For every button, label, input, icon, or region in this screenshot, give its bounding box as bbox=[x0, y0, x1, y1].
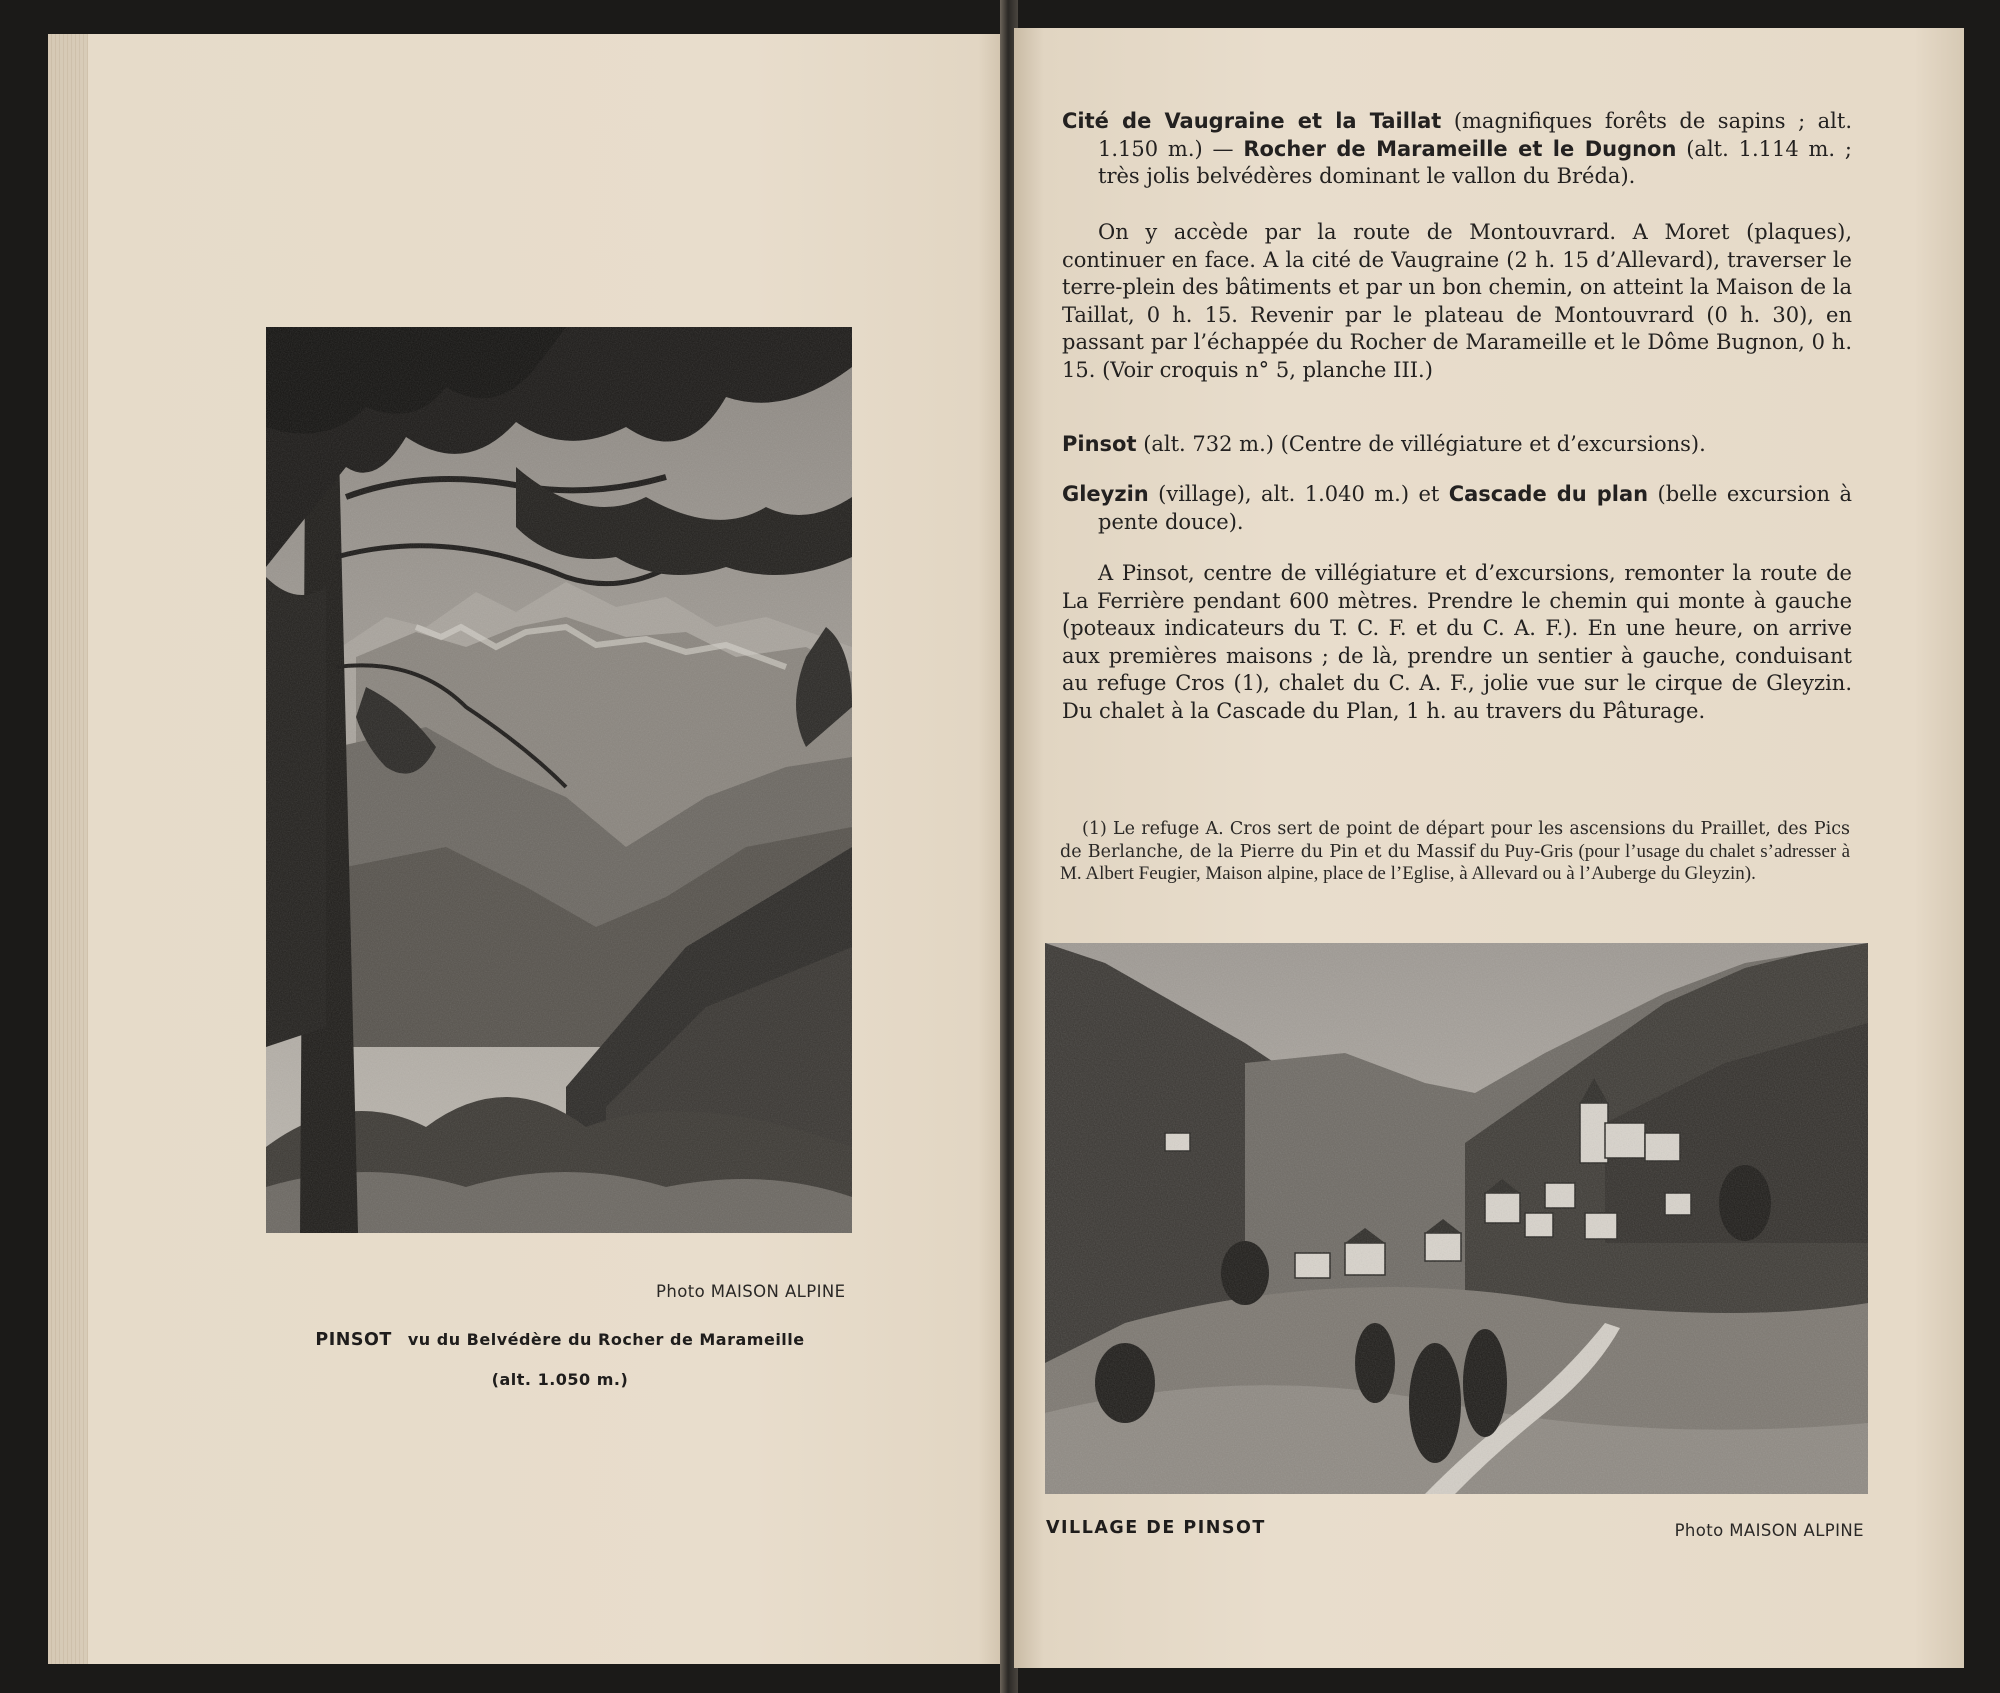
paragraph-vaugraine-route: On y accède par la route de Montouvrard. A Moret (plaques), continuer en face. A la cité de Vaugraine (2 h. 15 d’Allevard), traverser le terre-plein des bâtiments et par un bon chemin, on atteint la Maison de la Taillat, 0 h. 15. Revenir par le plateau de Montouvrard (0 h. 30), en passant par l’échappée du Rocher de Marameille et le Dôme Bugnon, 0 h. 15. (Voir croquis n° 5, planche III.) bbox=[1062, 220, 1852, 382]
entry-cascade-text: (belle excursion à pente douce). bbox=[1098, 482, 1853, 534]
photo-credit-right: Photo MAISON ALPINE bbox=[1674, 1521, 1864, 1540]
footnote-part1: (1) Le refuge A. Cros sert de point de départ pour les ascensions du Praillet, des Pics de Berlanche, de la Pierre du Pin et du Massif bbox=[1060, 819, 1850, 862]
caption-title: vu du Belvédère du Rocher de Marameille bbox=[407, 1330, 805, 1349]
entry-gleyzin-name: Gleyzin bbox=[1062, 482, 1149, 506]
entry-gleyzin bbox=[1062, 481, 1852, 536]
footnote bbox=[1060, 818, 1850, 886]
village-photo bbox=[1045, 943, 1868, 1494]
page-edges bbox=[48, 34, 88, 1664]
caption-title-line bbox=[220, 1320, 900, 1360]
entry-cascade-name: Cascade du plan bbox=[1448, 482, 1649, 506]
entry-vaugraine-name: Cité de Vaugraine et la Taillat bbox=[1062, 109, 1442, 133]
entry-pinsot-text: (alt. 732 m.) (Centre de villégiature et d’excursions). bbox=[1136, 432, 1706, 456]
footnote-part2: du Puy-Gris (pour l’usage du chalet s’adresser à M. Albert Feugier, Maison alpine, place de l’Eglise, à Allevard ou à l’Auberge du Gleyzin). bbox=[1060, 840, 1850, 884]
photo-credit-left: Photo MAISON ALPINE bbox=[656, 1282, 846, 1301]
entry-vaugraine bbox=[1062, 108, 1852, 191]
paragraph-pinsot-route: A Pinsot, centre de villégiature et d’excursions, remonter la route de La Ferrière pendant 600 mètres. Prendre le chemin qui monte à gauche (poteaux indicateurs du T. C. F. et du C. A. F.). En une heure, on arrive aux premières maisons ; de là, prendre un sentier à gauche, conduisant au refuge Cros (1), chalet du C. A. F., jolie vue sur le cirque de Gleyzin. Du chalet à la Cascade du Plan, 1 h. au travers du Pâturage. bbox=[1062, 561, 1852, 723]
entry-pinsot-name: Pinsot bbox=[1062, 432, 1137, 456]
entry-marameille-name: Rocher de Marameille et le Dugnon bbox=[1243, 136, 1677, 161]
mountain-forest-photo bbox=[266, 327, 852, 1233]
entry-vaugraine-text: (magnifiques forêts de sapins ; alt. 1.150 m.) — bbox=[1098, 109, 1852, 161]
entry-gleyzin-text: (village), alt. 1.040 m.) et bbox=[1148, 482, 1449, 506]
photo-caption-right: VILLAGE DE PINSOT bbox=[1046, 1518, 1266, 1538]
entry-marameille-text: (alt. 1.114 m. ; très jolis belvédères dominant le vallon du Bréda). bbox=[1098, 136, 1852, 188]
photo-caption-left bbox=[220, 1320, 900, 1400]
caption-place-name: PINSOT bbox=[315, 1330, 392, 1350]
entry-pinsot bbox=[1062, 431, 1852, 459]
caption-altitude: (alt. 1.050 m.) bbox=[491, 1370, 629, 1389]
